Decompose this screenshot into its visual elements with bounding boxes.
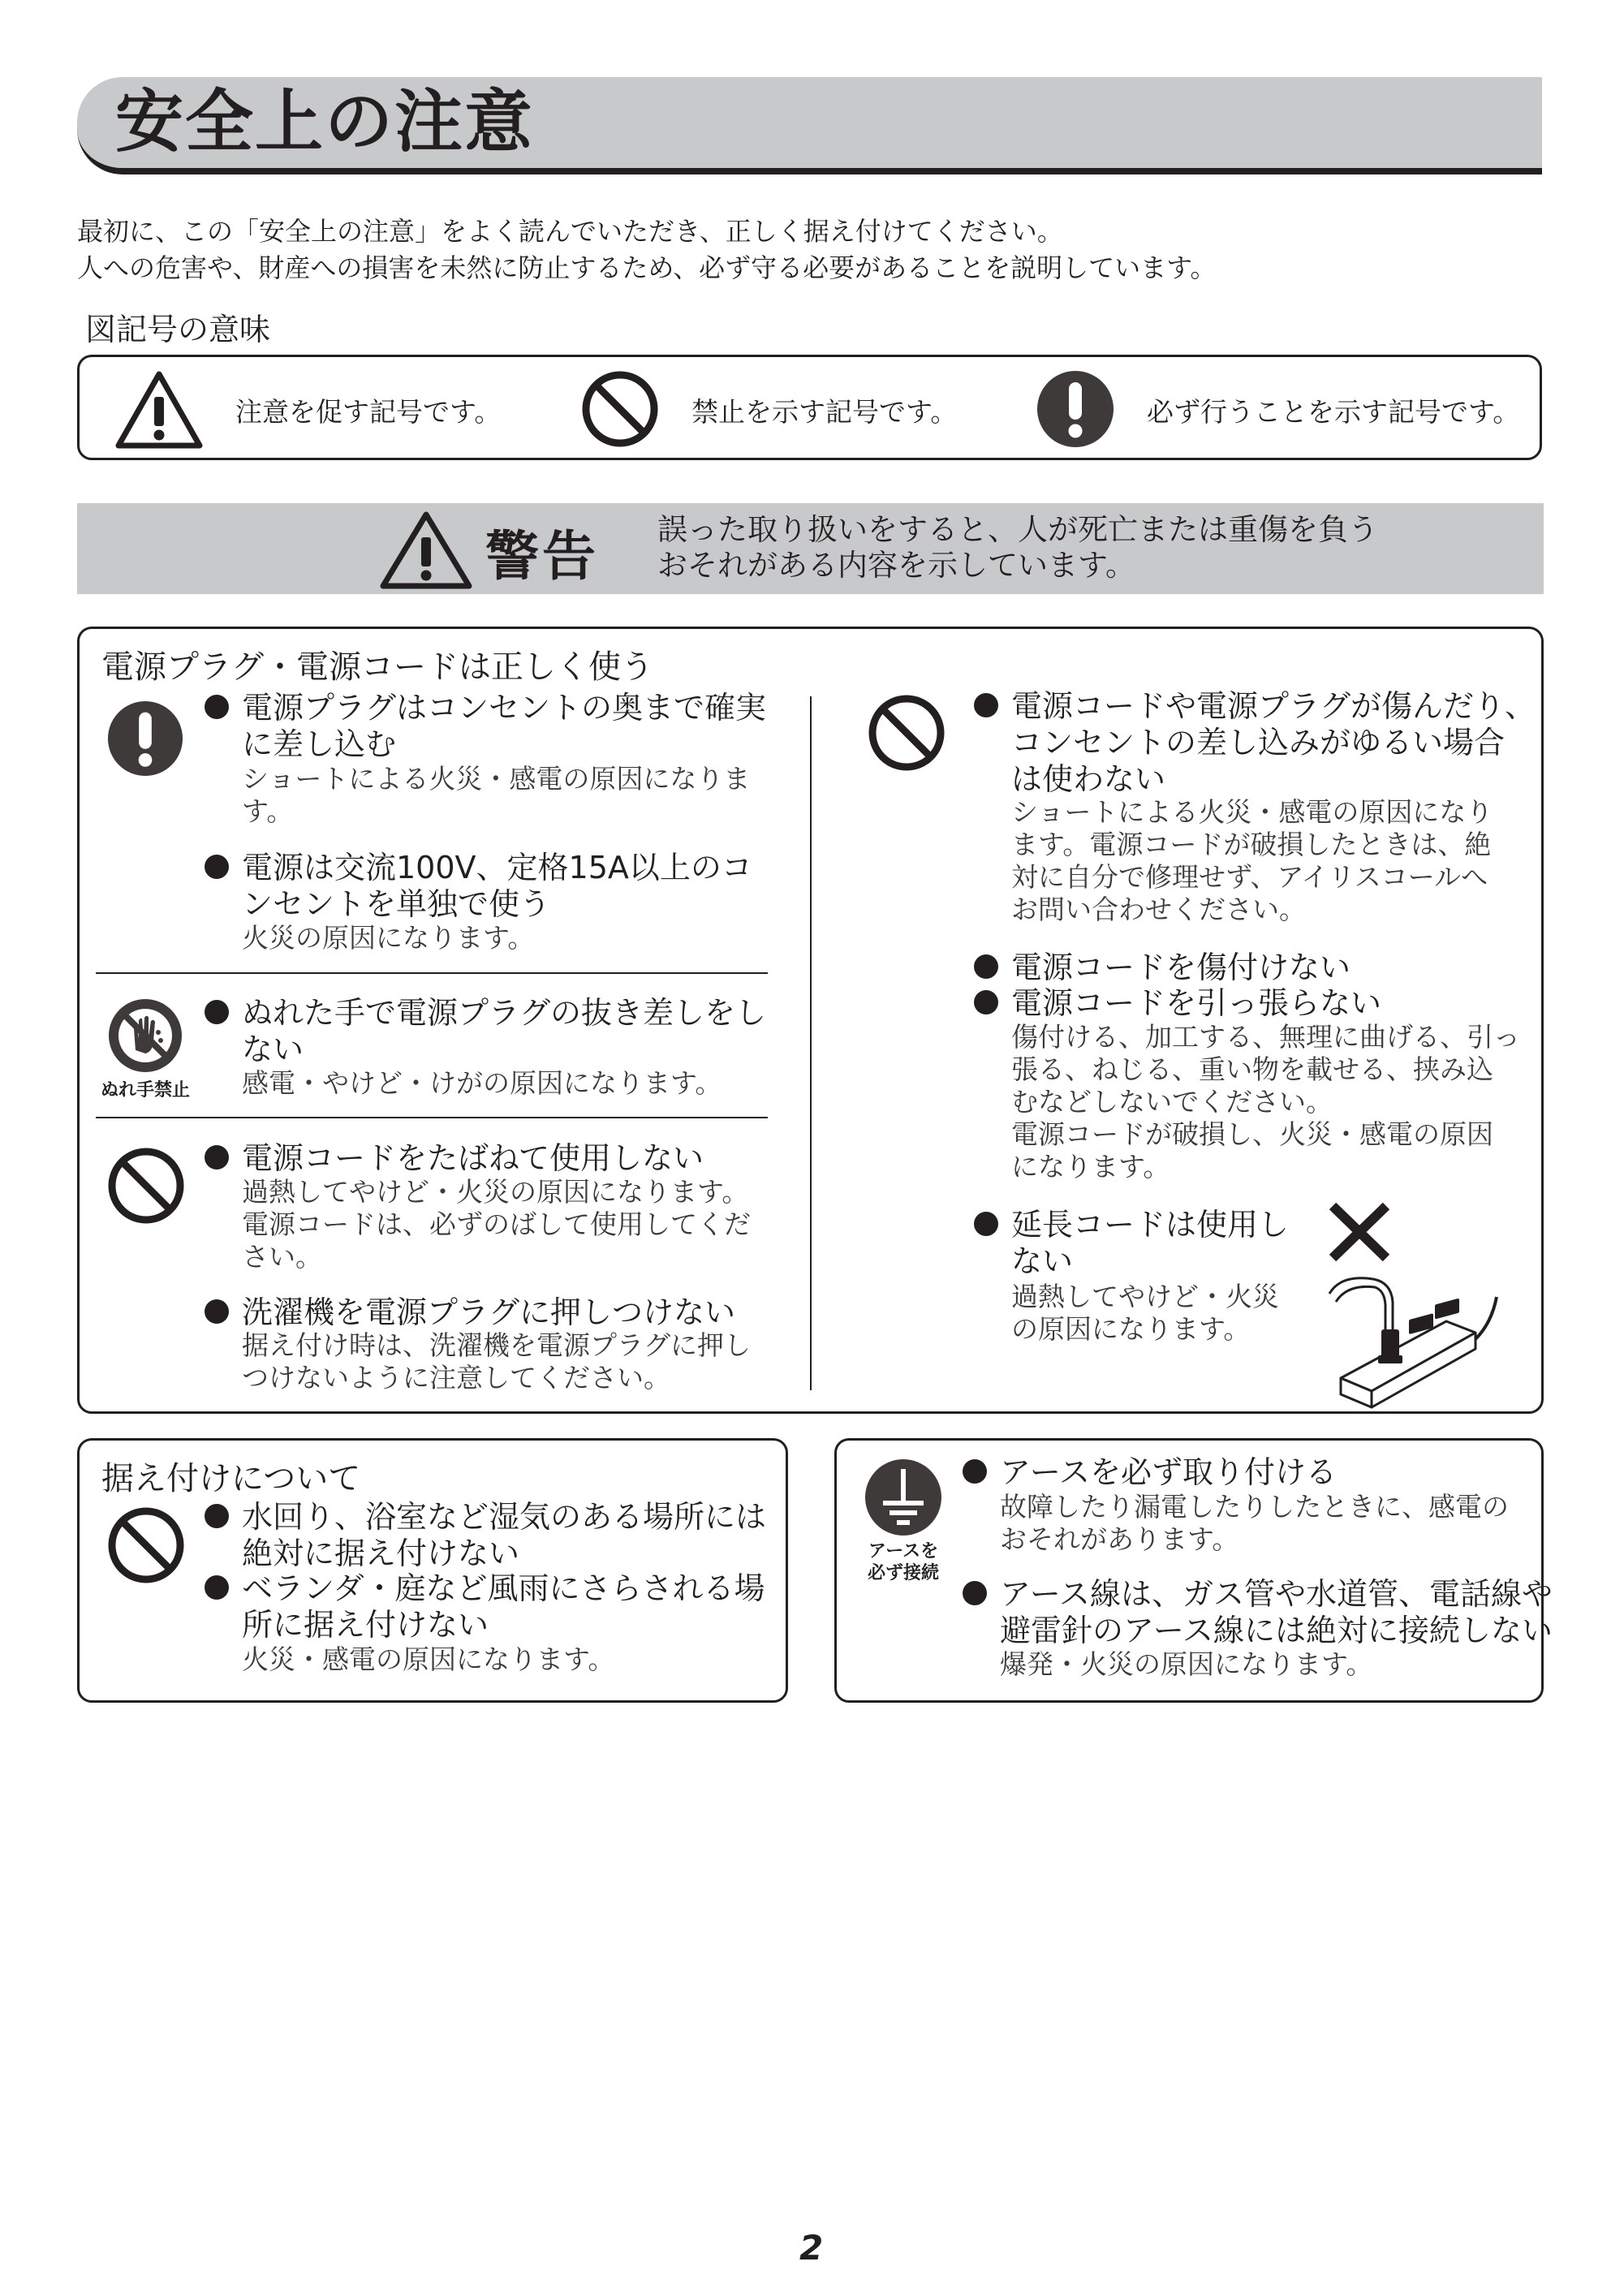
bullet-text: ない: [1011, 1243, 1074, 1279]
bullet-description: [1011, 1021, 1520, 1183]
no-wet-hands-label: ぬれ手禁止: [100, 1080, 190, 1101]
bullet-item: [242, 690, 766, 763]
bullet-dot: [205, 1575, 229, 1600]
bullet-item: [1000, 1576, 1553, 1649]
desc-line: 据え付け時は、洗濯機を電源プラグに押し: [242, 1329, 751, 1361]
desc-line: 電源コードが破損し、火災・感電の原因: [1011, 1118, 1493, 1150]
prohibition-icon: [867, 693, 946, 773]
bullet-text: アースを必ず取り付ける: [1000, 1454, 1337, 1490]
bullet-text: ぬれた手で電源プラグの抜き差しをし: [242, 995, 767, 1031]
bullet-item: [1011, 688, 1536, 798]
prohibition-icon: [580, 369, 660, 449]
prohibition-icon: [106, 1506, 186, 1585]
desc-line: 張る、ねじる、重い物を載せる、挟み込: [1011, 1053, 1493, 1085]
bullet-text: 電源コードを引っ張らない: [1011, 985, 1382, 1021]
bullet-text: 避雷針のアース線には絶対に接続しない: [1000, 1613, 1553, 1648]
x-mark-icon: [1323, 1200, 1396, 1264]
desc-line: むなどしないでください。: [1011, 1086, 1333, 1118]
bullet-description: [242, 922, 534, 954]
bullet-dot: [974, 1212, 998, 1236]
bullet-item: [242, 1140, 704, 1177]
bullet-text: 電源コードをたばねて使用しない: [242, 1140, 704, 1176]
bullet-description: [242, 1176, 751, 1273]
bullet-description: [242, 1329, 751, 1394]
desc-line: つけないように注意してください。: [242, 1362, 670, 1394]
bullet-text: 延長コードは使用し: [1011, 1207, 1290, 1243]
ground-icon: [864, 1458, 943, 1537]
bullet-item: [242, 1570, 765, 1643]
bullet-item: [1011, 1207, 1289, 1280]
desc-line: ショートによる火災・感電の原因になりま: [242, 763, 751, 795]
bullet-text: ンセントを単独で使う: [242, 886, 551, 922]
symbol-mandatory-text: 必ず行うことを示す記号です。: [1147, 396, 1520, 428]
bullet-text: に差し込む: [242, 726, 397, 762]
desc-line: 電源コードは、必ずのばして使用してくだ: [242, 1208, 751, 1240]
bullet-description: [242, 1067, 722, 1100]
bullet-text: 電源コードや電源プラグが傷んだり、: [1011, 688, 1536, 724]
desc-line: の原因になります。: [1011, 1313, 1251, 1345]
bullet-description: [242, 1643, 614, 1676]
page-number: 2: [799, 2228, 824, 2268]
bullet-item: [242, 995, 766, 1068]
desc-line: 故障したり漏電したりしたときに、感電の: [1000, 1491, 1509, 1523]
divider: [96, 972, 768, 974]
desc-line: 火災・感電の原因になります。: [242, 1643, 615, 1675]
bullet-text: 電源は交流100V、定格15A以上のコ: [242, 850, 752, 885]
divider: [96, 1117, 768, 1118]
bullet-dot: [205, 695, 229, 719]
symbols-heading: 図記号の意味: [85, 312, 271, 347]
bullet-item: [242, 850, 752, 923]
warning-description-line-2: おそれがある内容を示しています。: [657, 548, 1136, 583]
bullet-text: ない: [242, 1032, 304, 1067]
bullet-text: 洗濯機を電源プラグに押しつけない: [242, 1294, 736, 1330]
bullet-dot: [205, 1000, 229, 1024]
bullet-dot: [205, 855, 229, 879]
label-line: アースを: [868, 1541, 939, 1562]
bullet-item: [242, 1499, 766, 1572]
bullet-description: [1000, 1491, 1509, 1556]
bullet-item: [1011, 985, 1381, 1022]
mandatory-exclamation-icon: [1036, 369, 1115, 449]
symbol-prohibit-text: 禁止を示す記号です。: [691, 396, 958, 428]
warning-triangle-icon: [114, 369, 205, 450]
desc-line: 対に自分で修理せず、アイリスコールへ: [1011, 861, 1488, 893]
symbol-caution-text: 注意を促す記号です。: [235, 396, 502, 428]
bullet-text: 所に据え付けない: [242, 1607, 489, 1643]
bullet-dot: [974, 954, 998, 979]
mandatory-exclamation-icon: [106, 700, 184, 778]
desc-line: になります。: [1011, 1151, 1170, 1182]
bullet-description: [1011, 796, 1493, 926]
installation-section-title: 据え付けについて: [101, 1460, 361, 1497]
bullet-description: [1011, 1281, 1279, 1346]
desc-line: す。: [242, 795, 294, 827]
bullet-dot: [205, 1299, 229, 1324]
bullet-text: 電源コードを傷付けない: [1011, 950, 1351, 985]
power-strip-illustration: [1325, 1264, 1501, 1412]
desc-line: お問い合わせください。: [1011, 894, 1306, 925]
page-title: 安全上の注意: [115, 82, 535, 162]
ground-icon-label: [855, 1540, 952, 1584]
bullet-dot: [974, 990, 998, 1014]
desc-line: 火災の原因になります。: [242, 922, 535, 954]
label-line: 必ず接続: [867, 1563, 939, 1583]
bullet-text: 絶対に据え付けない: [242, 1536, 520, 1571]
prohibition-icon: [106, 1146, 186, 1226]
desc-line: ショートによる火災・感電の原因になり: [1011, 796, 1493, 828]
intro-line-1: 最初に、この「安全上の注意」をよく読んでいただき、正しく据え付けてください。: [77, 216, 1063, 247]
desc-line: さい。: [242, 1241, 322, 1273]
bullet-text: コンセントの差し込みがゆるい場合: [1011, 725, 1506, 760]
no-wet-hands-icon: [106, 997, 184, 1075]
desc-line: 感電・やけど・けがの原因になります。: [242, 1067, 722, 1099]
bullet-text: 電源プラグはコンセントの奥まで確実: [242, 690, 767, 726]
bullet-text: アース線は、ガス管や水道管、電話線や: [1000, 1576, 1553, 1612]
intro-line-2: 人への危害や、財産への損害を未然に防止するため、必ず守る必要があることを説明しています。: [77, 252, 1217, 283]
bullet-dot: [205, 1145, 229, 1170]
column-divider: [810, 696, 812, 1390]
power-section-title: 電源プラグ・電源コードは正しく使う: [101, 648, 653, 686]
bullet-item: [242, 1294, 735, 1331]
bullet-text: ベランダ・庭など風雨にさらされる場: [242, 1570, 765, 1606]
desc-line: 過熱してやけど・火災の原因になります。: [242, 1176, 749, 1208]
warning-description-line-1: 誤った取り扱いをすると、人が死亡または重傷を負う: [657, 512, 1378, 547]
desc-line: 傷付ける、加工する、無理に曲げる、引っ: [1011, 1021, 1520, 1053]
desc-line: おそれがあります。: [1000, 1523, 1239, 1555]
bullet-dot: [963, 1581, 987, 1605]
desc-line: 爆発・火災の原因になります。: [1000, 1648, 1373, 1680]
bullet-dot: [205, 1504, 229, 1528]
bullet-item: [1000, 1454, 1337, 1491]
warning-title: 警告: [485, 525, 599, 588]
bullet-dot: [963, 1459, 987, 1484]
bullet-description: [242, 763, 750, 828]
bullet-dot: [974, 693, 998, 717]
warning-triangle-icon: [378, 510, 474, 591]
desc-line: ます。電源コードが破損したときは、絶: [1011, 829, 1492, 860]
bullet-item: [1011, 950, 1350, 986]
bullet-description: [1000, 1648, 1372, 1681]
bullet-text: 水回り、浴室など湿気のある場所には: [242, 1499, 767, 1535]
bullet-text: は使わない: [1011, 761, 1166, 797]
desc-line: 過熱してやけど・火災: [1011, 1281, 1279, 1312]
